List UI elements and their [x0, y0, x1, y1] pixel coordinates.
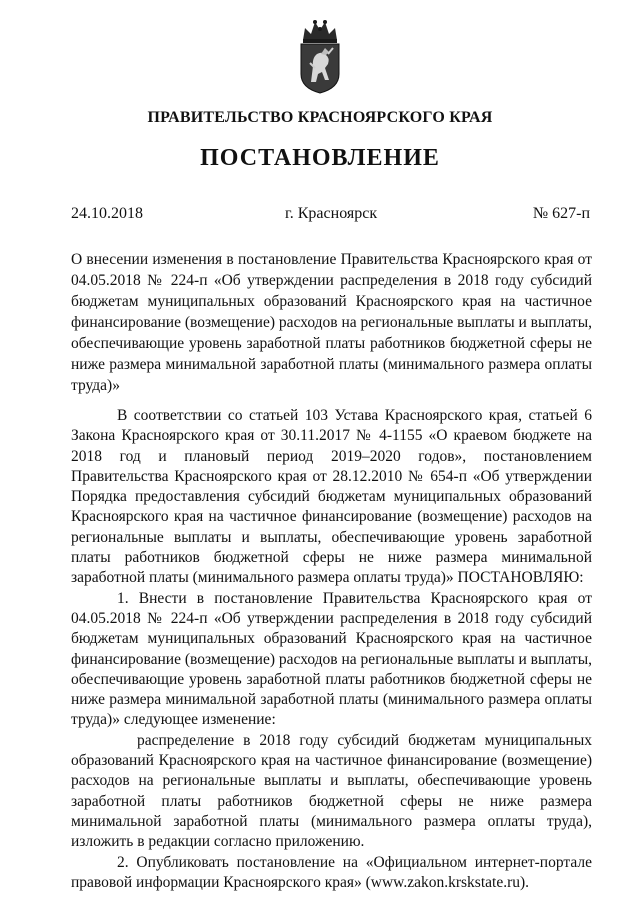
item-1-subparagraph: распределение в 2018 году субсидий бюджетам муниципальных образований Красноярского края на частичное финансирование (возмещение) расходов на региональные выплаты и выплаты, обеспечивающие уровень заработной платы работников бюджетной сферы не ниже размера минимальной заработной платы (минимального размера оплаты труда), изложить в редакции согласно приложению. — [71, 731, 592, 851]
document-number: № 627-п — [532, 205, 590, 222]
preamble-paragraph: В соответствии со статьей 103 Устава Красноярского края, статьей 6 Закона Красноярского края от 30.11.2017 № 4-1155 «О краевом бюджете на 2018 год и плановый период 2019–2020 годов», постановлением Правительства Красноярского края от 28.12.2010 № 654-п «Об утверждении Порядка предоставления субсидий бюджетам муниципальных образований Красноярского края на частичное финансирование (возмещение) расходов на региональные выплаты и выплаты, обеспечивающие уровень заработной платы работников бюджетной сферы не ниже размера минимальной заработной платы (минимального размера оплаты труда)» ПОСТАНОВЛЯЮ: — [71, 407, 592, 587]
document-type: ПОСТАНОВЛЕНИЕ — [200, 145, 440, 171]
government-title: ПРАВИТЕЛЬСТВО КРАСНОЯРСКОГО КРАЯ — [147, 109, 493, 126]
document-date: 24.10.2018 — [71, 205, 143, 222]
item-1-paragraph: 1. Внести в постановление Правительства Красноярского края от 04.05.2018 № 224-п «Об утверждении распределения в 2018 году субсидий бюджетам муниципальных образований Красноярского края на частичное финансирование (возмещение) расходов на региональные выплаты и выплаты, обеспечивающие уровень заработной платы работников бюджетной сферы не ниже размера минимальной заработной платы (минимального размера оплаты труда)» следующее изменение: — [71, 589, 592, 729]
document-subject: О внесении изменения в постановление Правительства Красноярского края от 04.05.2018 № 224-п «Об утверждении распределения в 2018 году субсидий бюджетам муниципальных образований Красноярского края на частичное финансирование (возмещение) расходов на региональные выплаты и выплаты, обеспечивающие уровень заработной платы работников бюджетной сферы не ниже размера минимальной заработной платы (минимального размера оплаты труда)» — [71, 251, 592, 394]
krasnoyarsk-coat-of-arms-icon — [295, 18, 345, 94]
item-2-paragraph: 2. Опубликовать постановление на «Официальном интернет-портале правовой информации Красноярского края» (www.zakon.krskstate.ru). — [71, 853, 592, 891]
document-body — [71, 406, 592, 893]
document-city: г. Красноярск — [285, 205, 378, 222]
